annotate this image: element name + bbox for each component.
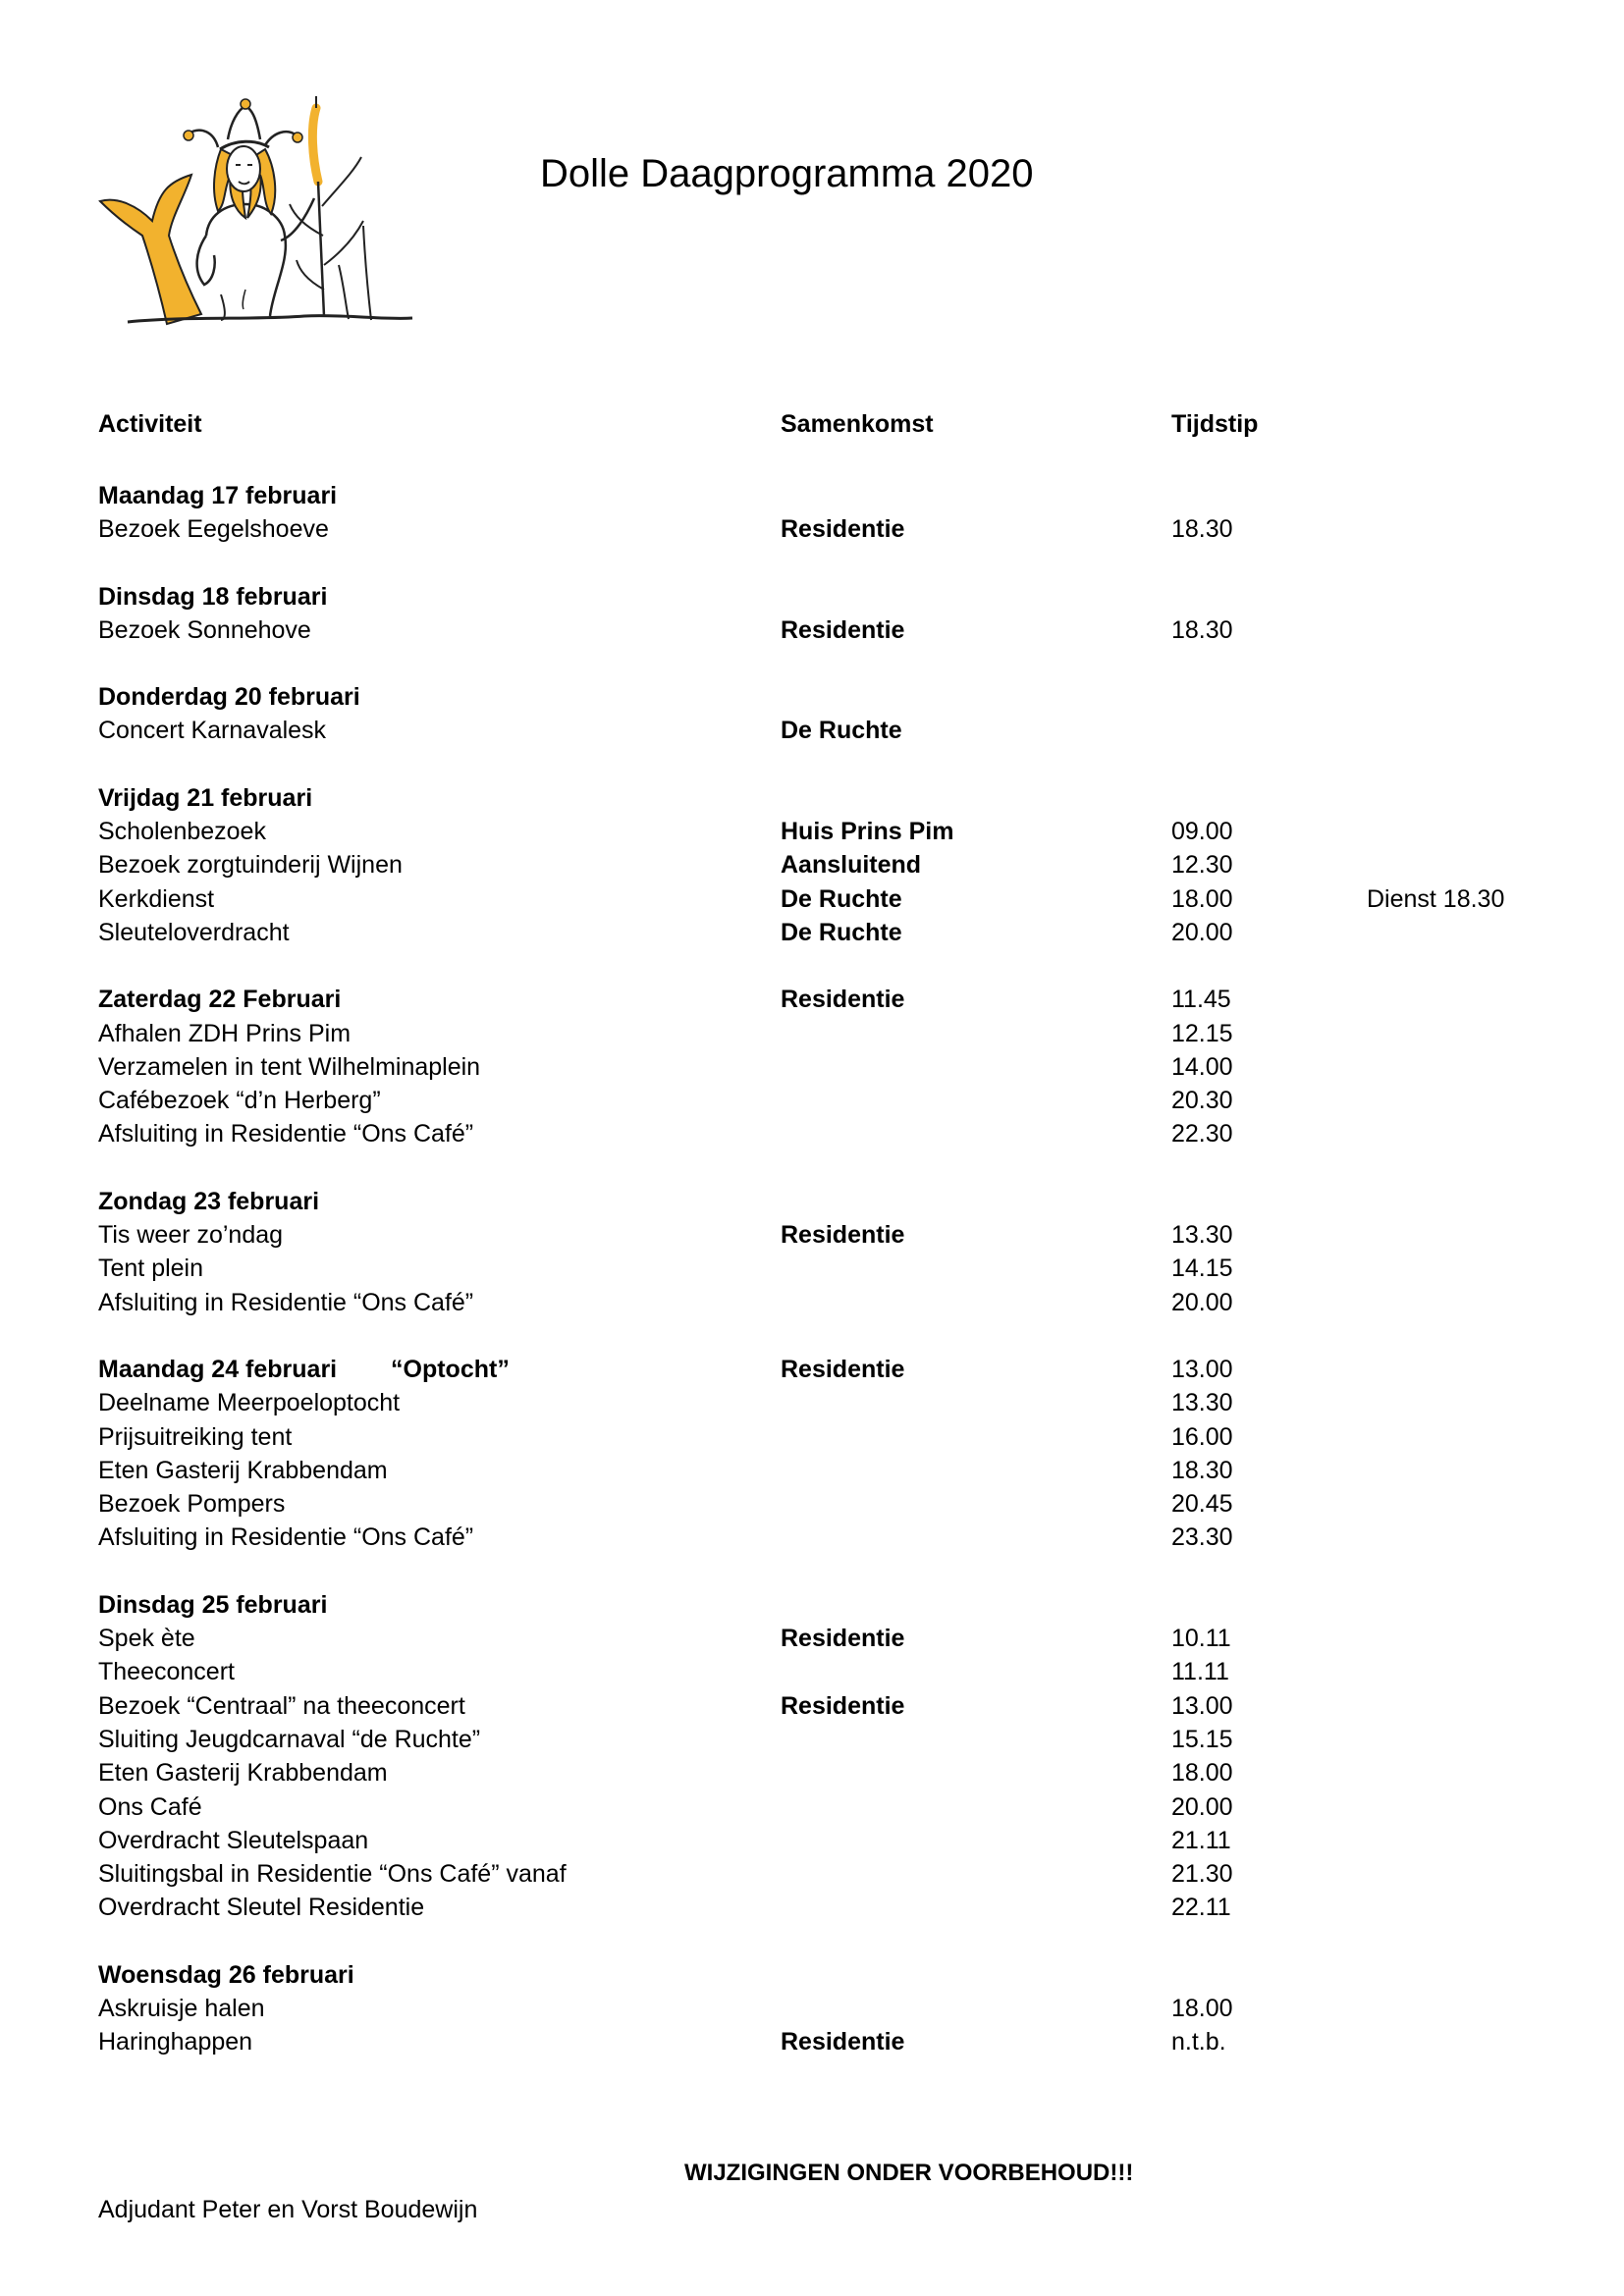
table-row	[0, 1420, 1624, 1454]
table-row	[0, 1857, 1624, 1891]
table-row	[0, 714, 1624, 747]
table-row	[0, 1723, 1624, 1756]
table-row	[0, 1252, 1624, 1285]
day-heading: Woensdag 26 februari	[98, 1960, 354, 1989]
day-heading: Dinsdag 25 februari	[98, 1590, 328, 1619]
time-cell: 15.15	[1171, 1725, 1233, 1753]
time-cell: 18.30	[1171, 615, 1233, 644]
table-row	[0, 1084, 1624, 1117]
day-section	[0, 580, 1624, 648]
day-section	[0, 680, 1624, 748]
time-cell: 14.15	[1171, 1255, 1233, 1283]
time-cell: 12.30	[1171, 851, 1233, 880]
day-heading: Vrijdag 21 februari	[98, 783, 313, 812]
day-section	[0, 1958, 1624, 2059]
table-row	[0, 1487, 1624, 1521]
time-cell: 21.30	[1171, 1860, 1233, 1889]
gathering-cell: Huis Prins Pim	[781, 818, 954, 846]
time-cell: 22.11	[1171, 1894, 1231, 1922]
activity-cell: Overdracht Sleutel Residentie	[98, 1894, 425, 1922]
activity-cell: Afsluiting in Residentie “Ons Café”	[98, 1523, 474, 1552]
table-row	[0, 916, 1624, 949]
activity-cell: Tent plein	[98, 1255, 204, 1283]
time-cell: 12.15	[1171, 1019, 1233, 1047]
page-title: Dolle Daagprogramma 2020	[540, 152, 1034, 195]
activity-cell: Eten Gasterij Krabbendam	[98, 1456, 388, 1484]
day-heading: Donderdag 20 februari	[98, 683, 360, 712]
time-cell: 16.00	[1171, 1422, 1233, 1451]
activity-cell: Theeconcert	[98, 1658, 235, 1686]
activity-cell: Prijsuitreiking tent	[98, 1422, 293, 1451]
gathering-cell: Residentie	[781, 1625, 905, 1653]
time-cell: 10.11	[1171, 1625, 1231, 1653]
activity-cell: Eten Gasterij Krabbendam	[98, 1759, 388, 1788]
gathering-cell: Residentie	[781, 1221, 905, 1250]
time-cell: 13.00	[1171, 1355, 1233, 1383]
activity-cell: Concert Karnavalesk	[98, 717, 327, 745]
activity-cell: Ons Café	[98, 1792, 202, 1821]
changes-notice: WIJZIGINGEN ONDER VOORBEHOUD!!!	[684, 2160, 1134, 2186]
time-cell: 20.45	[1171, 1490, 1233, 1519]
table-row	[0, 1824, 1624, 1857]
time-cell: 18.00	[1171, 1994, 1233, 2022]
table-row	[0, 1622, 1624, 1655]
activity-cell: Tis weer zo’ndag	[98, 1221, 284, 1250]
time-cell: 20.30	[1171, 1087, 1233, 1115]
table-row	[0, 1050, 1624, 1084]
activity-cell: Bezoek zorgtuinderij Wijnen	[98, 851, 403, 880]
activity-cell: Deelname Meerpoeloptocht	[98, 1389, 401, 1417]
table-row	[0, 1655, 1624, 1688]
table-row	[0, 1521, 1624, 1554]
activity-cell: Afsluiting in Residentie “Ons Café”	[98, 1288, 474, 1316]
table-row	[0, 2025, 1624, 2058]
day-heading-row	[0, 1185, 1624, 1218]
table-row	[0, 848, 1624, 881]
activity-cell: Afhalen ZDH Prins Pim	[98, 1019, 352, 1047]
gathering-cell: Residentie	[781, 515, 905, 544]
day-tag: “Optocht”	[391, 1355, 510, 1383]
table-row	[0, 1790, 1624, 1824]
time-cell: 18.30	[1171, 1456, 1233, 1484]
mermaid-jester-logo-icon	[98, 88, 422, 363]
column-header-time: Tijdstip	[1171, 410, 1259, 438]
time-cell: 18.00	[1171, 1759, 1233, 1788]
table-row	[0, 1117, 1624, 1150]
day-heading-row	[0, 983, 1624, 1016]
time-cell: 09.00	[1171, 818, 1233, 846]
time-cell: 11.11	[1171, 1658, 1229, 1686]
schedule-table	[0, 479, 1624, 2093]
time-cell: 23.30	[1171, 1523, 1233, 1552]
activity-cell: Spek ète	[98, 1625, 195, 1653]
gathering-cell: Aansluitend	[781, 851, 922, 880]
day-heading-row	[0, 781, 1624, 815]
table-row	[0, 815, 1624, 848]
gathering-cell: Residentie	[781, 615, 905, 644]
time-cell: 18.00	[1171, 884, 1233, 913]
table-row	[0, 1386, 1624, 1419]
day-section	[0, 1588, 1624, 1925]
activity-cell: Haringhappen	[98, 2028, 253, 2056]
table-row	[0, 1218, 1624, 1252]
gathering-cell: Residentie	[781, 986, 905, 1014]
table-row	[0, 1017, 1624, 1050]
day-heading-row	[0, 1958, 1624, 1992]
time-cell: 20.00	[1171, 1792, 1233, 1821]
day-section	[0, 781, 1624, 949]
time-cell: 13.00	[1171, 1691, 1233, 1720]
table-row	[0, 1454, 1624, 1487]
table-row	[0, 1286, 1624, 1319]
day-heading: Dinsdag 18 februari	[98, 582, 328, 611]
time-cell: 11.45	[1171, 986, 1231, 1014]
day-section	[0, 983, 1624, 1150]
gathering-cell: De Ruchte	[781, 884, 902, 913]
day-heading-row	[0, 479, 1624, 512]
activity-cell: Overdracht Sleutelspaan	[98, 1826, 369, 1854]
time-cell: 13.30	[1171, 1221, 1233, 1250]
table-row	[0, 1992, 1624, 2025]
table-row	[0, 512, 1624, 546]
day-section	[0, 479, 1624, 547]
time-cell: 18.30	[1171, 515, 1233, 544]
time-cell: 21.11	[1171, 1826, 1231, 1854]
time-cell: 13.30	[1171, 1389, 1233, 1417]
day-heading-row	[0, 680, 1624, 714]
column-header-gathering: Samenkomst	[781, 410, 934, 438]
column-header-activity: Activiteit	[98, 410, 202, 438]
note-cell: Dienst 18.30	[1367, 884, 1505, 913]
activity-cell: Afsluiting in Residentie “Ons Café”	[98, 1120, 474, 1148]
table-row	[0, 614, 1624, 647]
activity-cell: Kerkdienst	[98, 884, 215, 913]
day-heading: Maandag 17 februari	[98, 482, 338, 509]
day-section	[0, 1185, 1624, 1319]
activity-cell: Sleuteloverdracht	[98, 918, 290, 946]
table-row	[0, 882, 1624, 916]
day-heading: Maandag 24 februari	[98, 1355, 338, 1383]
activity-cell: Scholenbezoek	[98, 818, 266, 846]
gathering-cell: Residentie	[781, 1355, 905, 1383]
gathering-cell: Residentie	[781, 1691, 905, 1720]
activity-cell: Sluiting Jeugdcarnaval “de Ruchte”	[98, 1725, 481, 1753]
table-row	[0, 1891, 1624, 1924]
day-heading: Zaterdag 22 Februari	[98, 986, 342, 1014]
activity-cell: Sluitingsbal in Residentie “Ons Café” vanaf	[98, 1860, 567, 1889]
gathering-cell: De Ruchte	[781, 918, 902, 946]
time-cell: n.t.b.	[1171, 2028, 1226, 2056]
signature-line: Adjudant Peter en Vorst Boudewijn	[98, 2196, 478, 2223]
time-cell: 22.30	[1171, 1120, 1233, 1148]
day-heading: Zondag 23 februari	[98, 1187, 320, 1215]
day-heading-row	[0, 1353, 1624, 1386]
time-cell: 20.00	[1171, 1288, 1233, 1316]
gathering-cell: Residentie	[781, 2028, 905, 2056]
table-row	[0, 1756, 1624, 1789]
activity-cell: Bezoek Eegelshoeve	[98, 515, 329, 544]
activity-cell: Verzamelen in tent Wilhelminaplein	[98, 1052, 481, 1081]
day-heading-row	[0, 1588, 1624, 1622]
day-heading-row	[0, 580, 1624, 614]
activity-cell: Bezoek Sonnehove	[98, 615, 311, 644]
time-cell: 14.00	[1171, 1052, 1233, 1081]
activity-cell: Bezoek “Centraal” na theeconcert	[98, 1691, 465, 1720]
day-section	[0, 1353, 1624, 1555]
time-cell: 20.00	[1171, 918, 1233, 946]
gathering-cell: De Ruchte	[781, 717, 902, 745]
activity-cell: Bezoek Pompers	[98, 1490, 286, 1519]
table-row	[0, 1689, 1624, 1723]
activity-cell: Cafébezoek “d’n Herberg”	[98, 1087, 381, 1115]
activity-cell: Askruisje halen	[98, 1994, 265, 2022]
